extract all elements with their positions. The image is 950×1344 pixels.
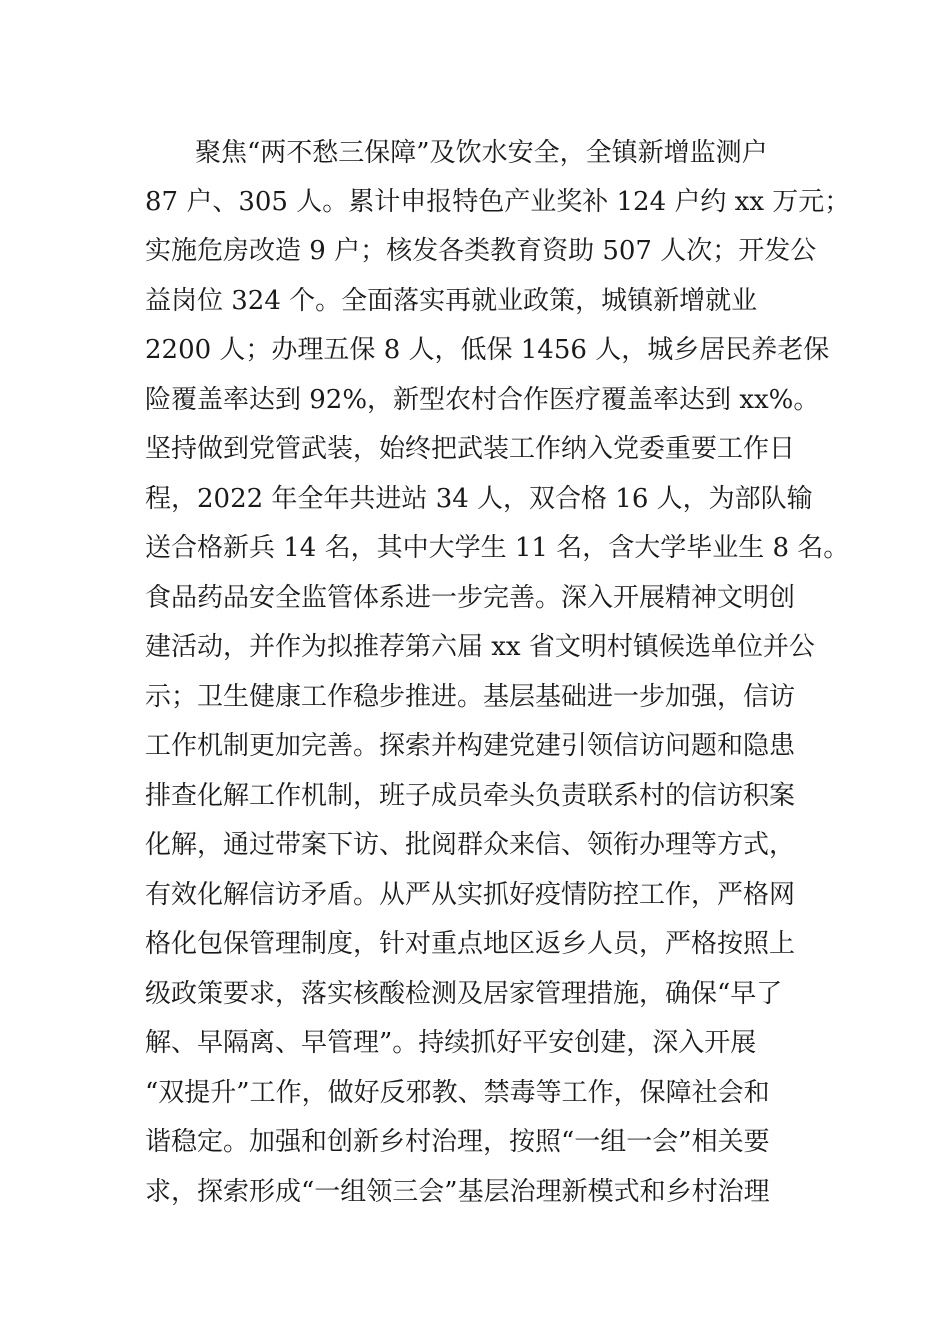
text-line: 谐稳定。加强和创新乡村治理，按照“一组一会”相关要 — [145, 1127, 770, 1157]
text-line: 级政策要求，落实核酸检测及居家管理措施，确保“早了 — [145, 979, 783, 1009]
text-line: 解、早隔离、早管理”。持续抓好平安创建，深入开展 — [145, 1028, 757, 1058]
text-line: 程，2022 年全年共进站 34 人，双合格 16 人，为部队输 — [145, 484, 813, 514]
text-line: 险覆盖率达到 92%，新型农村合作医疗覆盖率达到 xx%。 — [145, 385, 820, 415]
text-line: 实施危房改造 9 户；核发各类教育资助 507 人次；开发公 — [145, 236, 817, 266]
text-line: 建活动，并作为拟推荐第六届 xx 省文明村镇候选单位并公 — [145, 632, 815, 662]
text-line: 化解，通过带案下访、批阅群众来信、领衔办理等方式， — [145, 830, 796, 860]
text-line: 送合格新兵 14 名，其中大学生 11 名，含大学毕业生 8 名。 — [145, 533, 850, 563]
text-line: 坚持做到党管武装，始终把武装工作纳入党委重要工作日 — [145, 434, 796, 464]
text-line: 有效化解信访矛盾。从严从实抓好疫情防控工作，严格网 — [145, 880, 796, 910]
text-line: 2200 人；办理五保 8 人，低保 1456 人，城乡居民养老保 — [145, 335, 830, 365]
text-line: 益岗位 324 个。全面落实再就业政策，城镇新增就业 — [145, 286, 758, 316]
text-line: “双提升”工作，做好反邪教、禁毒等工作，保障社会和 — [145, 1078, 770, 1108]
text-line: 食品药品安全监管体系进一步完善。深入开展精神文明创 — [145, 583, 796, 613]
text-line: 排查化解工作机制，班子成员牵头负责联系村的信访积案 — [145, 781, 796, 811]
text-line: 示；卫生健康工作稳步推进。基层基础进一步加强，信访 — [145, 682, 796, 712]
text-line: 求，探索形成“一组领三会”基层治理新模式和乡村治理 — [145, 1177, 770, 1207]
text-line: 格化包保管理制度，针对重点地区返乡人员，严格按照上 — [145, 929, 796, 959]
text-line: 聚焦“两不愁三保障”及饮水安全，全镇新增监测户 — [195, 138, 768, 168]
text-line: 87 户、305 人。累计申报特色产业奖补 124 户约 xx 万元； — [145, 187, 851, 217]
text-line: 工作机制更加完善。探索并构建党建引领信访问题和隐患 — [145, 731, 796, 761]
